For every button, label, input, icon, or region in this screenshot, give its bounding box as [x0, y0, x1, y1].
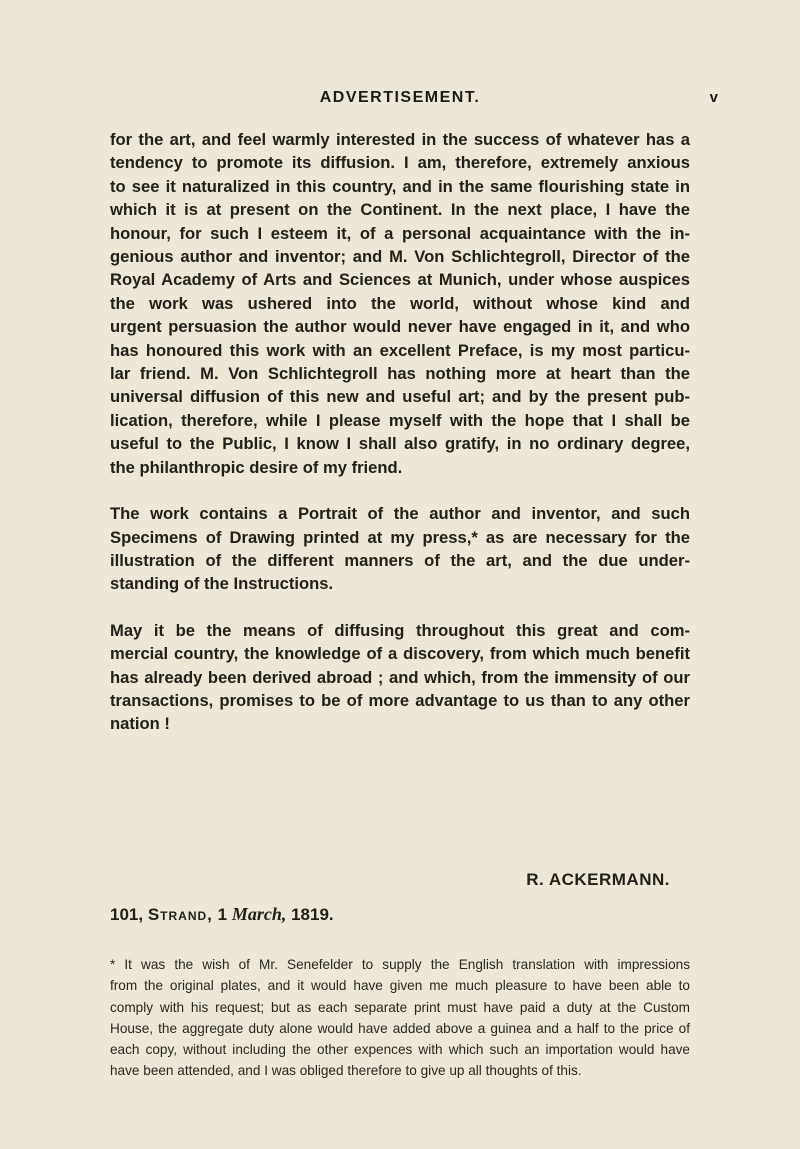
footnote-line: from the original plates, and it would have given me much pleasure to have been able to	[110, 978, 690, 994]
body-text	[110, 128, 690, 759]
text-line: May it be the means of diffusing throughout this great and com-	[110, 620, 690, 640]
text-line: the philanthropic desire of my friend.	[110, 457, 403, 477]
text-line: nation !	[110, 714, 170, 734]
signature: R. ACKERMANN.	[526, 870, 670, 889]
footnote-line: have been attended, and I was obliged therefore to give up all thoughts of this.	[110, 1063, 582, 1079]
text-line: for the art, and feel warmly interested in the success of whatever has a	[110, 130, 690, 149]
text-line: transactions, promises to be of more advantage to us than to any other	[110, 690, 690, 710]
dateline	[110, 904, 334, 925]
footnote	[110, 954, 690, 1082]
dateline-day: 1	[217, 905, 228, 924]
dateline-street: Strand,	[147, 905, 213, 924]
text-line: mercial country, the knowledge of a discovery, from which much benefit	[110, 644, 690, 664]
text-line: useful to the Public, I know I shall also gratify, in no ordinary degree,	[110, 434, 690, 454]
text-line: The work contains a Portrait of the author and inventor, and such	[110, 504, 690, 524]
text-line: the work was ushered into the world, without whose kind and	[110, 293, 690, 313]
text-line: has already been derived abroad ; and which, from the immensity of our	[110, 667, 690, 687]
footnote-line: each copy, without including the other expences with which such an importation would have	[110, 1042, 690, 1058]
footnote-line: comply with his request; but as each separate print must have paid a duty at the Custom	[110, 999, 690, 1015]
page-title: ADVERTISEMENT.	[319, 89, 481, 106]
paragraph	[110, 502, 690, 596]
text-line: Specimens of Drawing printed at my press,* as are necessary for the	[110, 527, 690, 547]
text-line: lar friend. M. Von Schlichtegroll has nothing more at heart than the	[110, 364, 690, 384]
dateline-year: 1819.	[291, 905, 334, 924]
text-line: which it is at present on the Continent. In the next place, I have the	[110, 200, 690, 220]
text-line: honour, for such I esteem it, of a personal acquaintance with the in-	[110, 223, 690, 243]
running-head	[0, 84, 800, 110]
dateline-number: 101,	[110, 905, 144, 924]
text-line: Royal Academy of Arts and Sciences at Munich, under whose auspices	[110, 270, 690, 290]
text-line: illustration of the different manners of the art, and the due under-	[110, 550, 690, 570]
page-number: v	[709, 89, 718, 106]
text-line: has honoured this work with an excellent Preface, is my most particu-	[110, 340, 690, 360]
footnote-line: House, the aggregate duty alone would have added above a guinea and a half to the price of	[110, 1020, 690, 1036]
footnote-line: * It was the wish of Mr. Senefelder to supply the English translation with impressions	[110, 957, 690, 972]
paragraph	[110, 128, 690, 479]
text-line: to see it naturalized in this country, and in the same flourishing state in	[110, 176, 690, 196]
dateline-month: March,	[231, 904, 287, 924]
paragraph	[110, 619, 690, 736]
text-line: universal diffusion of this new and useful art; and by the present pub-	[110, 387, 690, 407]
text-line: standing of the Instructions.	[110, 574, 334, 594]
text-line: lication, therefore, while I please myself with the hope that I shall be	[110, 410, 690, 430]
signature-block	[110, 870, 690, 930]
text-line: genious author and inventor; and M. Von Schlichtegroll, Director of the	[110, 247, 690, 267]
text-line: urgent persuasion the author would never have engaged in it, and who	[110, 317, 690, 337]
text-line: tendency to promote its diffusion. I am, therefore, extremely anxious	[110, 153, 690, 173]
